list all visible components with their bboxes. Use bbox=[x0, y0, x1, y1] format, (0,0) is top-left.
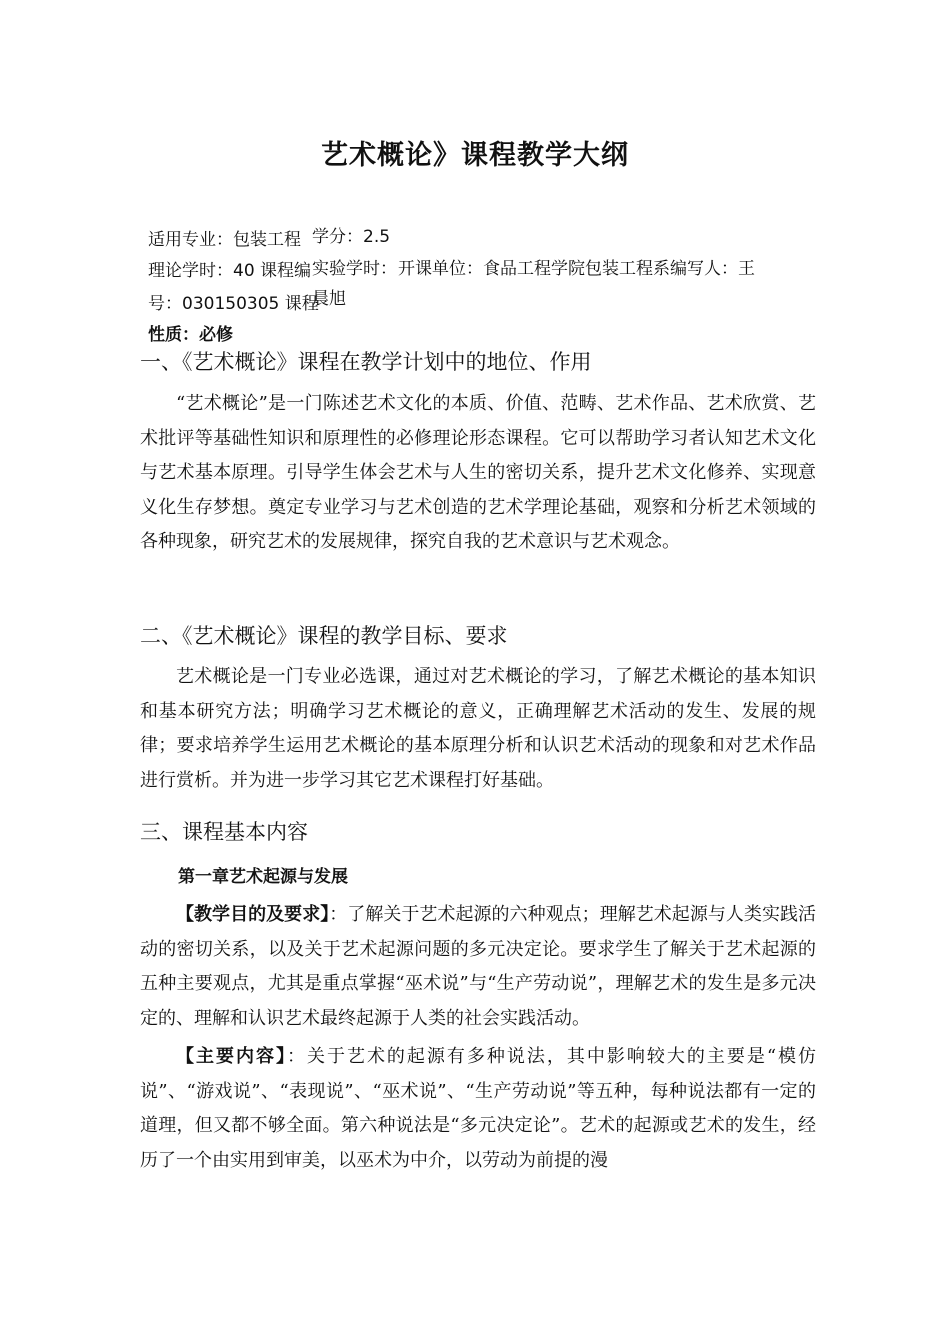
section-paragraph-1: “艺术概论”是一门陈述艺术文化的本质、价值、范畴、艺术作品、艺术欣赏、艺术批评等基础性知识和原理性的必修理论形态课程。它可以帮助学习者认知艺术文化与艺术基本原理。引导学生体会艺术与人生的密切关系，提升艺术文化修养、实现意义化生存梦想。奠定专业学习与艺术创造的艺术学理论基础，观察和分析艺术领域的各种现象，研究艺术的发展规律，探究自我的艺术意识与艺术观念。 bbox=[140, 393, 816, 552]
content-text: ：关于艺术的起源有多种说法，其中影响较大的主要是“模仿说”、“游戏说”、“表现说”、“巫术说”、“生产劳动说”等五种，每种说法都有一定的道理，但又都不够全面。第六种说法是“多元决定论”。艺术的起源或艺术的发生，经历了一个由实用到审美，以巫术为中介，以劳动为前提的漫 bbox=[140, 1046, 817, 1171]
objectives-text: ：了解关于艺术起源的六种观点；理解艺术起源与人类实践活动的密切关系，以及关于艺术起源问题的多元决定论。要求学生了解关于艺术起源的五种主要观点，尤其是重点掌握“巫术说”与“生产劳动说”，理解艺术的发生是多元决定的、理解和认识艺术最终起源于人类的社会实践活动。 bbox=[140, 904, 817, 1029]
meta-major: 适用专业：包装工程 bbox=[148, 230, 301, 250]
meta-credit: 学分：2.5 bbox=[312, 227, 391, 247]
document-title: 艺术概论》课程教学大纲 bbox=[321, 140, 629, 171]
meta-course-code: 号：030150305 课程 bbox=[148, 294, 319, 314]
content-paragraph bbox=[140, 1040, 816, 1178]
meta-unit: 开课单位：食品工程学院包装工程系编写人：王 bbox=[398, 259, 755, 279]
objectives-paragraph bbox=[140, 898, 816, 1036]
section-heading-2: 二、《艺术概论》课程的教学目标、要求 bbox=[140, 624, 508, 648]
section-paragraph-2: 艺术概论是一门专业必选课，通过对艺术概论的学习，了解艺术概论的基本知识和基本研究方法；明确学习艺术概论的意义，正确理解艺术活动的发生、发展的规律；要求培养学生运用艺术概论的基本原理分析和认识艺术活动的现象和对艺术作品进行赏析。并为进一步学习其它艺术课程打好基础。 bbox=[140, 666, 816, 791]
meta-lab-hours: 实验学时： bbox=[312, 259, 397, 279]
chapter-heading: 第一章艺术起源与发展 bbox=[178, 867, 348, 887]
section-heading-3: 三、课程基本内容 bbox=[140, 820, 308, 844]
objectives-label: 【教学目的及要求】 bbox=[176, 904, 330, 925]
section-heading-1: 一、《艺术概论》课程在教学计划中的地位、作用 bbox=[140, 350, 592, 374]
meta-author-name: 晨旭 bbox=[312, 289, 346, 309]
content-label: 【主要内容】 bbox=[176, 1046, 287, 1067]
meta-nature: 性质：必修 bbox=[148, 325, 233, 345]
meta-theory-hours: 理论学时：40 课程编 bbox=[148, 261, 312, 281]
